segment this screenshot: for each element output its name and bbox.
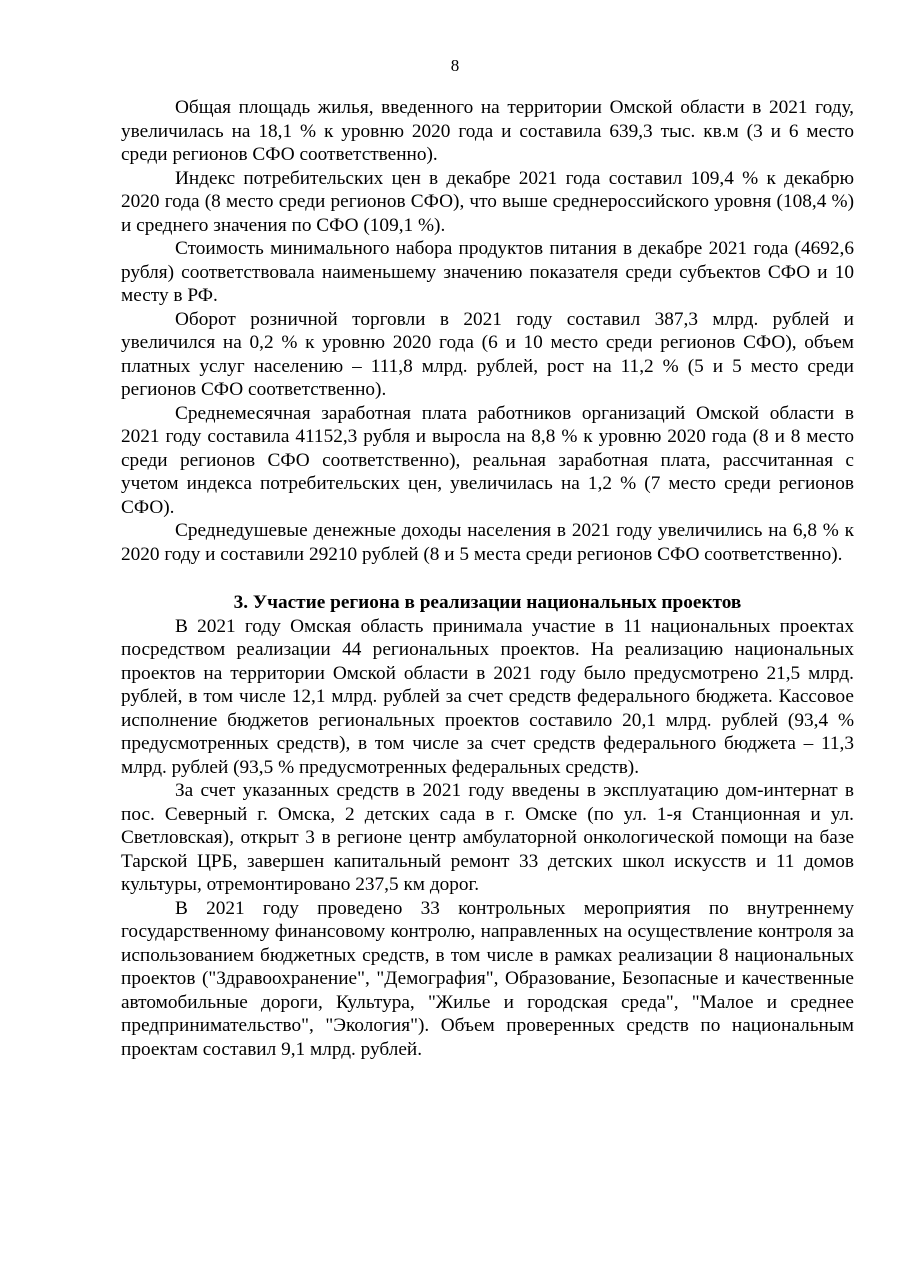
paragraph-housing: Общая площадь жилья, введенного на территории Омской области в 2021 году, увеличилась на 18,1 % к уровню 2020 года и составила 639,3 тыс. кв.м (3 и 6 место среди регионов СФО соответственно). — [121, 97, 854, 165]
paragraph-facilities: За счет указанных средств в 2021 году введены в эксплуатацию дом-интернат в пос. Северный г. Омска, 2 детских сада в г. Омске (по ул. 1-я Станционная и ул. Светловская), открыт 3 в регионе центр амбулаторной онкологической помощи на базе Тарской ЦРБ, завершен капитальный ремонт 33 детских школ искусств и 11 домов культуры, отремонтировано 237,5 км дорог. — [121, 780, 854, 895]
paragraph-wages: Среднемесячная заработная плата работников организаций Омской области в 2021 году составила 41152,3 рубля и выросла на 8,8 % к уровню 2020 года (8 и 8 место среди регионов СФО соответственно), реальная заработная плата, рассчитанная с учетом индекса потребительских цен, увеличилась на 1,2 % (7 место среди регионов СФО). — [121, 402, 854, 518]
section-heading: 3. Участие региона в реализации национальных проектов — [233, 592, 742, 613]
document-body — [121, 96, 854, 1061]
paragraph-income: Среднедушевые денежные доходы населения в 2021 году увеличились на 6,8 % к 2020 году и составили 29210 рублей (8 и 5 места среди регионов СФО соответственно). — [121, 520, 854, 565]
paragraph-cpi: Индекс потребительских цен в декабре 2021 года составил 109,4 % к декабрю 2020 года (8 место среди регионов СФО), что выше среднероссийского уровня (108,4 %) и среднего значения по СФО (109,1 %). — [121, 167, 854, 236]
paragraph-retail: Оборот розничной торговли в 2021 году составил 387,3 млрд. рублей и увеличился на 0,2 % к уровню 2020 года (6 и 10 место среди регионов СФО), объем платных услуг населению – 111,8 млрд. рублей, рост на 11,2 % (5 и 5 место среди регионов СФО соответственно). — [121, 308, 854, 400]
paragraph-national-projects: В 2021 году Омская область принимала участие в 11 национальных проектах посредством реализации 44 региональных проектов. На реализацию национальных проектов на территории Омской области в 2021 году было предусмотрено 21,5 млрд. рублей, в том числе 12,1 млрд. рублей за счет средств федерального бюджета. Кассовое исполнение бюджетов региональных проектов составило 20,1 млрд. рублей (93,4 % предусмотренных средств), в том числе за счет средств федерального бюджета – 11,3 млрд. рублей (93,5 % предусмотренных федеральных средств). — [121, 615, 854, 778]
paragraph-food-basket: Стоимость минимального набора продуктов питания в декабре 2021 года (4692,6 рубля) соответствовала наименьшему значению показателя среди субъектов СФО и 10 месту в РФ. — [121, 238, 854, 306]
page-number: 8 — [450, 56, 460, 75]
paragraph-control: В 2021 году проведено 33 контрольных мероприятия по внутреннему государственному финансовому контролю, направленных на осуществление контроля за использованием бюджетных средств, в том числе в рамках реализации 8 национальных проектов ("Здравоохранение", "Демография", Образование, Безопасные и качественные автомобильные дороги, Культура, "Жилье и городская среда", "Малое и среднее предпринимательство", "Экология"). Объем проверенных средств по национальным проектам составил 9,1 млрд. рублей. — [121, 897, 854, 1060]
